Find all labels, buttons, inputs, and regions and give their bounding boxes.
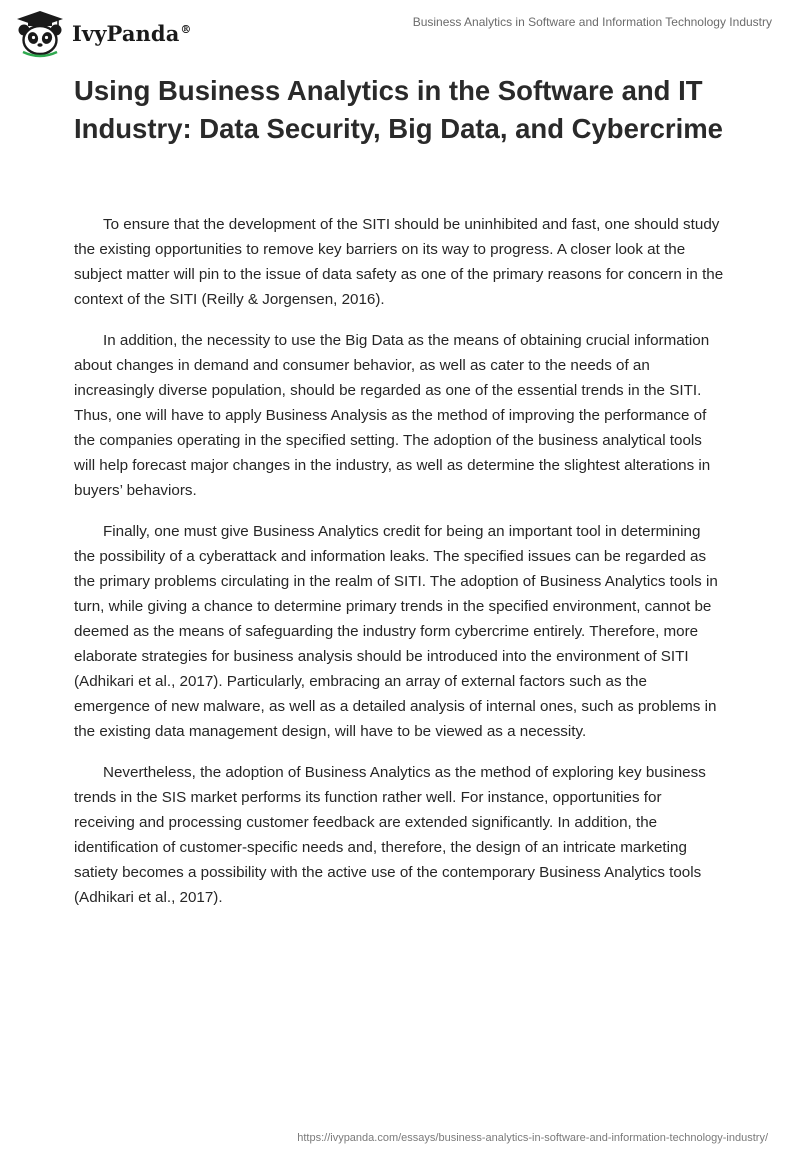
footer-source-url[interactable]: https://ivypanda.com/essays/business-analytics-in-software-and-information-technology-industry/ <box>297 1132 768 1144</box>
brand-logo[interactable] <box>14 8 192 58</box>
page-title: Using Business Analytics in the Software and IT Industry: Data Security, Big Data, and Cybercrime <box>74 75 723 144</box>
panda-graduation-cap-icon <box>14 8 66 58</box>
body-paragraph: In addition, the necessity to use the Big Data as the means of obtaining crucial information about changes in demand and consumer behavior, as well as cater to the needs of an increasingly diverse population, should be regarded as one of the essential trends in the SITI. Thus, one will have to apply Business Analysis as the method of improving the performance of the companies operating in the specified setting. The adoption of the business analytical tools will help forecast major changes in the industry, as well as determine the slightest alterations in buyers’ behaviors. <box>74 332 711 499</box>
essay-body <box>74 212 724 926</box>
body-paragraph: Nevertheless, the adoption of Business Analytics as the method of exploring key business trends in the SIS market performs its function rather well. For instance, opportunities for receiving and processing customer feedback are extended significantly. In addition, the identification of customer-specific needs and, therefore, the design of an intricate marketing satiety becomes a possibility with the active use of the contemporary Business Analytics tools (Adhikari et al., 2017). <box>74 764 706 906</box>
brand-name: IvyPanda® <box>72 20 192 46</box>
body-paragraph: Finally, one must give Business Analytics credit for being an important tool in determining the possibility of a cyberattack and information leaks. The specified issues can be regarded as the primary problems circulating in the realm of SITI. The adoption of Business Analytics tools in turn, while giving a chance to determine primary trends in the specified environment, cannot be deemed as the means of safeguarding the industry form cybercrime entirely. Therefore, more elaborate strategies for business analysis should be introduced into the environment of SITI (Adhikari et al., 2017). Particularly, embracing an array of external factors such as the emergence of new malware, as well as a detailed analysis of internal ones, such as problems in the existing data management design, will have to be viewed as a necessity. <box>74 523 718 740</box>
running-header: Business Analytics in Software and Information Technology Industry <box>412 15 772 29</box>
registered-mark: ® <box>180 22 192 36</box>
body-paragraph: To ensure that the development of the SITI should be uninhibited and fast, one should study the existing opportunities to remove key barriers on its way to progress. A closer look at the subject matter will pin to the issue of data safety as one of the primary reasons for concern in the context of the SITI (Reilly & Jorgensen, 2016). <box>74 216 724 308</box>
